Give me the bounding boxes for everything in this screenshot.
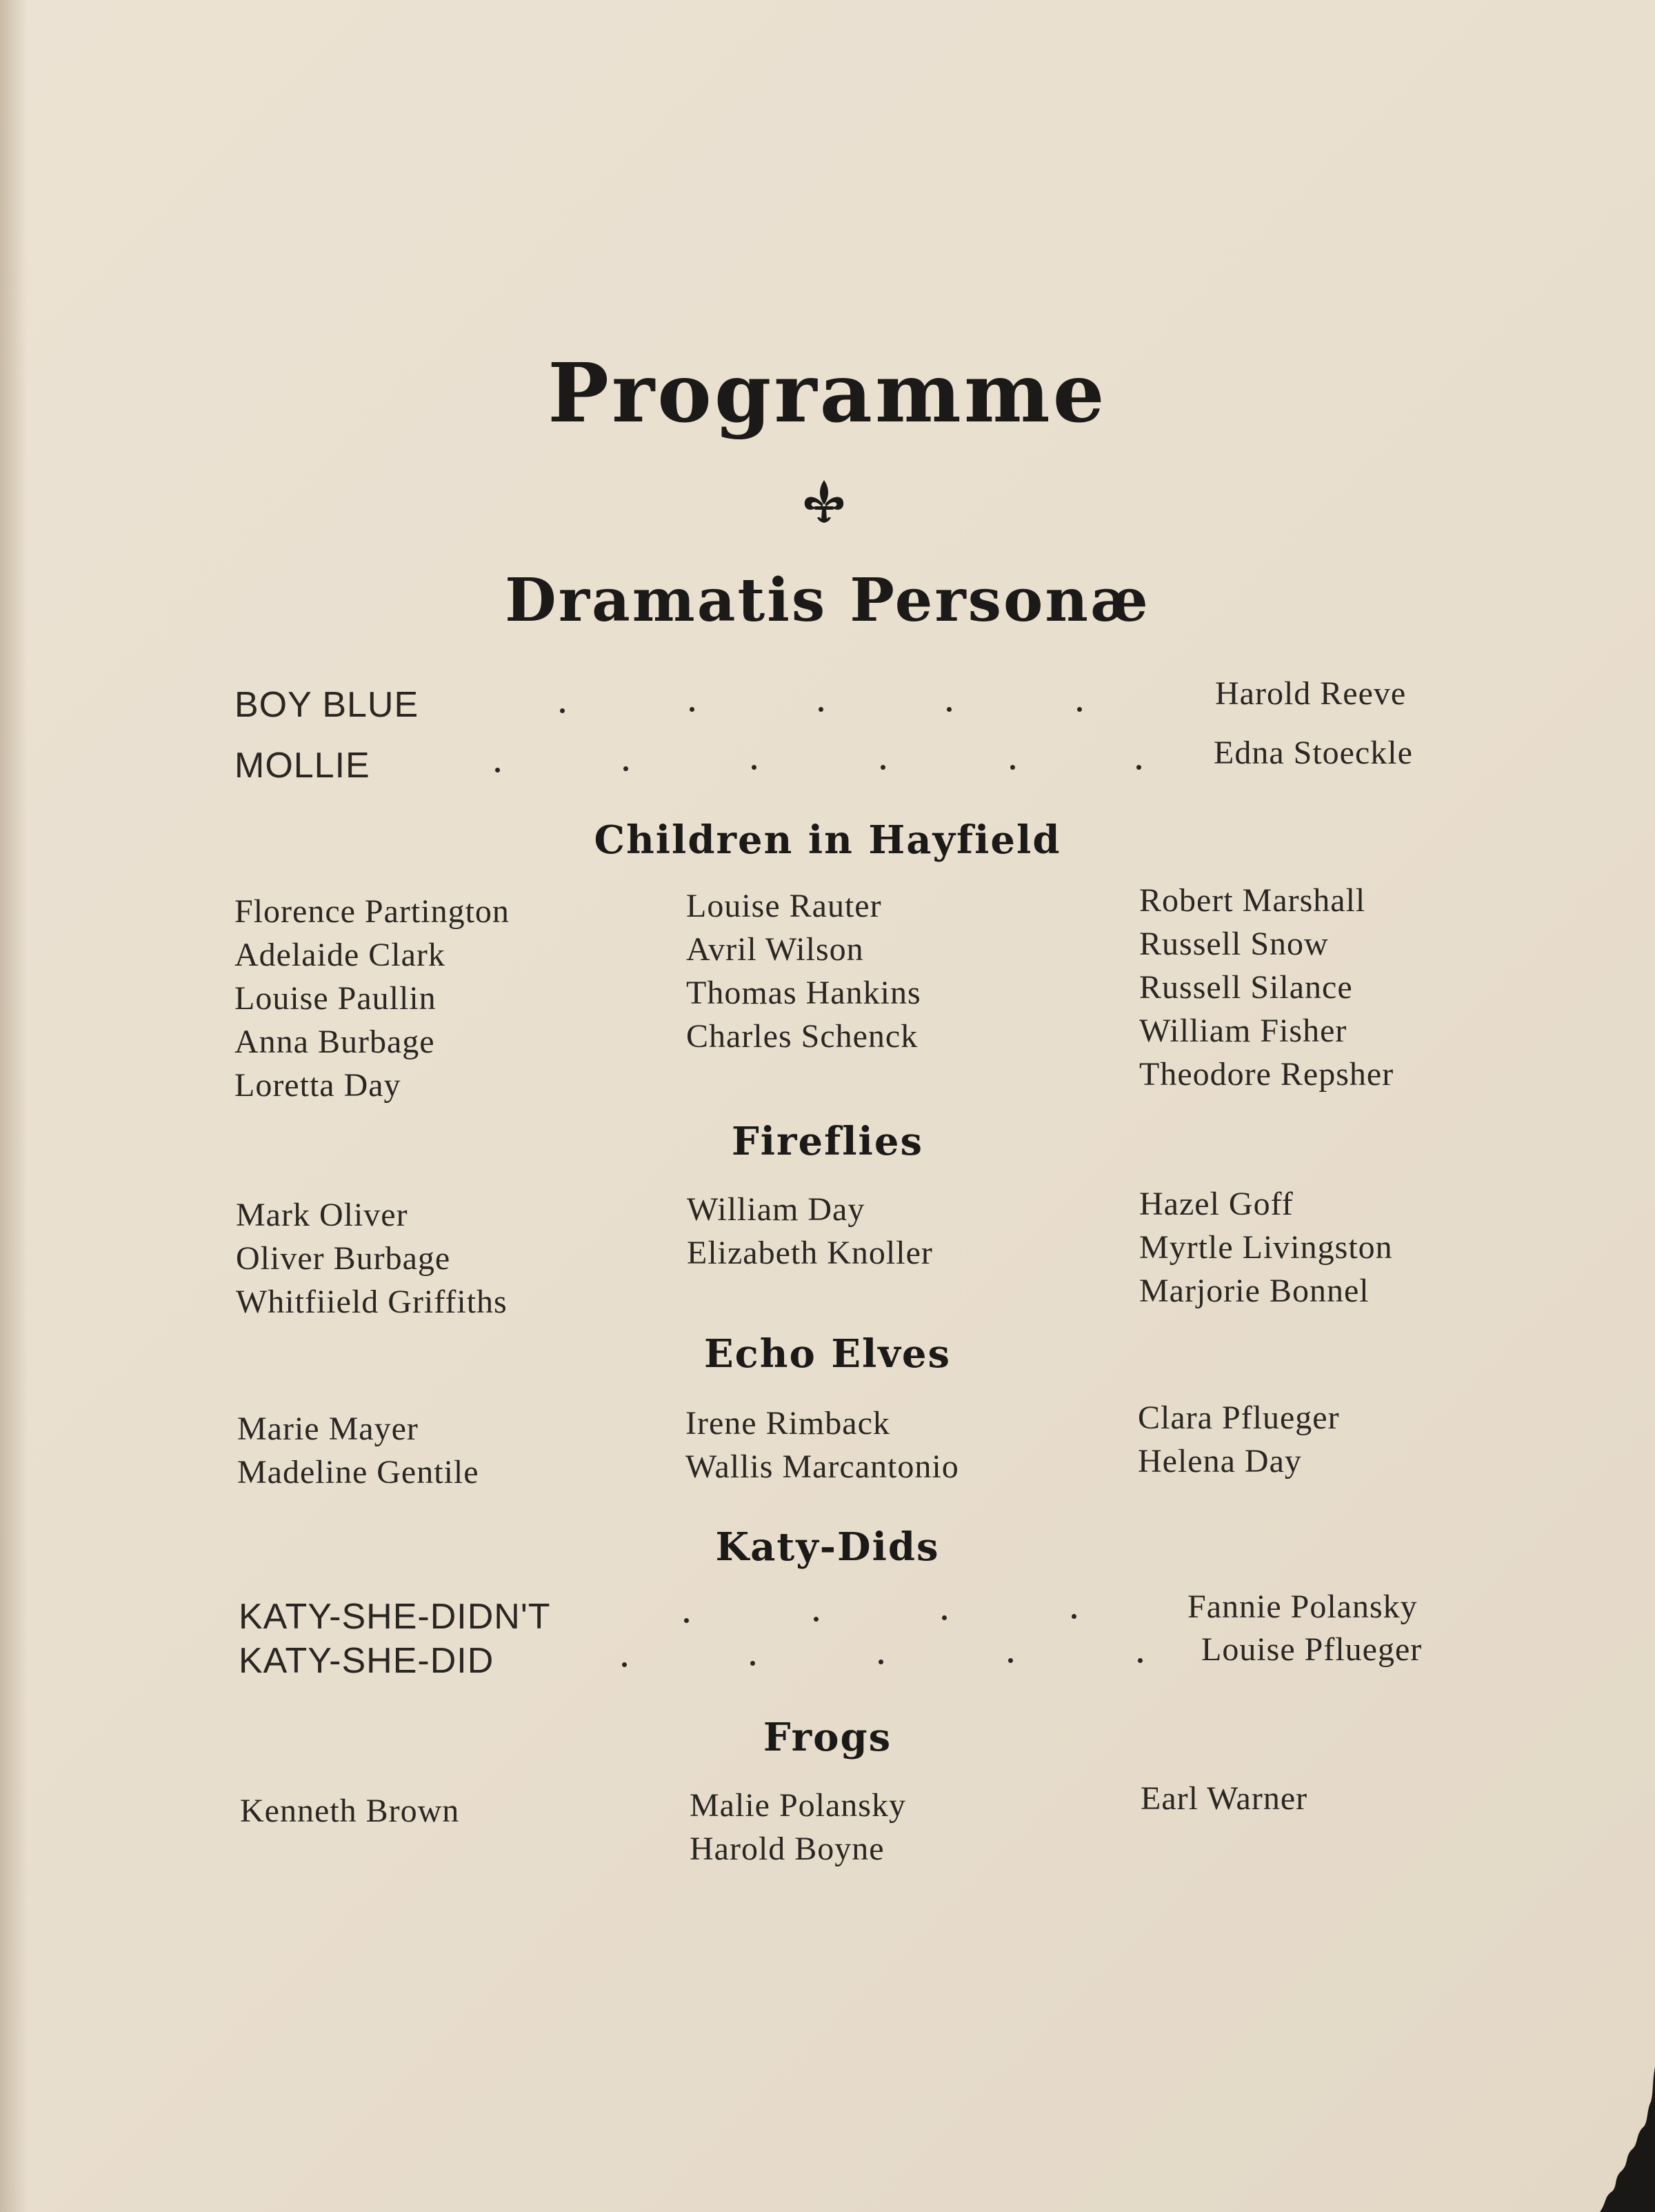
cast-name: Irene Rimback xyxy=(685,1405,890,1442)
leader-dot xyxy=(690,707,694,712)
leader-dot xyxy=(684,1618,689,1623)
cast-name: Harold Boyne xyxy=(690,1831,885,1867)
leader-dot xyxy=(1072,1614,1076,1619)
leader-dot xyxy=(942,1615,947,1620)
leader-dot xyxy=(1077,707,1082,712)
fireflies-column-3 xyxy=(1139,1182,1393,1313)
leader-dot xyxy=(622,1662,627,1667)
leader-dot xyxy=(560,708,565,713)
leader-dot xyxy=(495,768,500,773)
cast-name: Malie Polansky xyxy=(690,1787,906,1824)
programme-title: Programme xyxy=(548,345,1107,441)
section-heading-katydids: Katy-Dids xyxy=(715,1524,940,1570)
dramatis-personae-heading: Dramatis Personæ xyxy=(505,566,1150,635)
cast-name: William Day xyxy=(687,1191,865,1228)
leader-dot xyxy=(1138,1658,1143,1663)
fireflies-column-1 xyxy=(236,1193,508,1324)
fleur-de-lis-icon xyxy=(796,476,852,531)
section-heading-echo-elves: Echo Elves xyxy=(704,1331,951,1377)
cast-name: Hazel Goff xyxy=(1139,1186,1294,1222)
cast-name: Marie Mayer xyxy=(237,1411,419,1447)
torn-corner xyxy=(1572,2067,1655,2212)
cast-name: Loretta Day xyxy=(234,1067,401,1104)
cast-name: Louise Rauter xyxy=(686,888,882,924)
cast-name: Russell Snow xyxy=(1139,926,1329,962)
leader-dot xyxy=(1008,1658,1013,1663)
cast-name: Earl Warner xyxy=(1141,1780,1308,1817)
leader-dot xyxy=(1136,765,1141,770)
page-edge-shadow xyxy=(0,0,28,2212)
frogs-column-3 xyxy=(1141,1777,1307,1820)
cast-name: Helena Day xyxy=(1138,1443,1302,1479)
leader-dot xyxy=(814,1617,819,1622)
frogs-column-1 xyxy=(240,1789,459,1833)
actor-katy-she-did: Louise Pflueger xyxy=(1201,1631,1423,1668)
leader-dot xyxy=(879,1660,883,1664)
cast-name: Anna Burbage xyxy=(234,1024,435,1060)
cast-name: Louise Paullin xyxy=(234,980,437,1017)
section-heading-fireflies: Fireflies xyxy=(732,1119,923,1164)
cast-name: Oliver Burbage xyxy=(236,1240,451,1277)
leader-dot xyxy=(947,707,952,712)
actor-boy-blue: Harold Reeve xyxy=(1215,675,1407,712)
cast-name: Robert Marshall xyxy=(1139,882,1366,919)
cast-name: Madeline Gentile xyxy=(237,1454,479,1491)
echo-elves-column-1 xyxy=(237,1407,479,1494)
cast-name: Russell Silance xyxy=(1139,969,1353,1006)
leader-dot xyxy=(819,707,823,712)
cast-name: Mark Oliver xyxy=(236,1197,408,1233)
cast-name: Marjorie Bonnel xyxy=(1139,1273,1370,1309)
echo-elves-column-2 xyxy=(685,1402,959,1488)
actor-katy-she-didnt: Fannie Polansky xyxy=(1187,1588,1418,1625)
role-boy-blue: BOY BLUE xyxy=(234,685,419,725)
cast-name: Wallis Marcantonio xyxy=(685,1448,959,1485)
leader-dot xyxy=(623,766,628,771)
leader-dot xyxy=(750,1661,755,1666)
role-katy-she-didnt: KATY-SHE-DIDN'T xyxy=(239,1597,551,1637)
cast-name: Theodore Repsher xyxy=(1139,1056,1394,1093)
fireflies-column-2 xyxy=(687,1188,933,1275)
section-heading-frogs: Frogs xyxy=(763,1715,892,1760)
leader-dot xyxy=(752,765,756,770)
leader-dot xyxy=(1010,765,1015,770)
cast-name: Myrtle Livingston xyxy=(1139,1229,1393,1266)
cast-name: Kenneth Brown xyxy=(240,1793,460,1829)
cast-name: Clara Pflueger xyxy=(1138,1399,1340,1436)
cast-name: Florence Partington xyxy=(234,893,510,930)
children-column-1 xyxy=(234,890,510,1107)
children-column-2 xyxy=(686,884,921,1058)
cast-name: Charles Schenck xyxy=(686,1018,919,1055)
frogs-column-2 xyxy=(690,1784,906,1871)
cast-name: Elizabeth Knoller xyxy=(687,1235,933,1271)
cast-name: Adelaide Clark xyxy=(234,937,445,973)
echo-elves-column-3 xyxy=(1138,1396,1340,1483)
section-heading-children: Children in Hayfield xyxy=(594,817,1061,863)
cast-name: Avril Wilson xyxy=(686,931,864,968)
cast-name: Whitfiield Griffiths xyxy=(236,1284,508,1320)
cast-name: William Fisher xyxy=(1139,1013,1347,1049)
children-column-3 xyxy=(1139,879,1394,1096)
actor-mollie: Edna Stoeckle xyxy=(1214,735,1413,771)
role-mollie: MOLLIE xyxy=(234,746,370,786)
cast-name: Thomas Hankins xyxy=(686,975,921,1011)
role-katy-she-did: KATY-SHE-DID xyxy=(239,1641,494,1681)
leader-dot xyxy=(881,765,885,770)
